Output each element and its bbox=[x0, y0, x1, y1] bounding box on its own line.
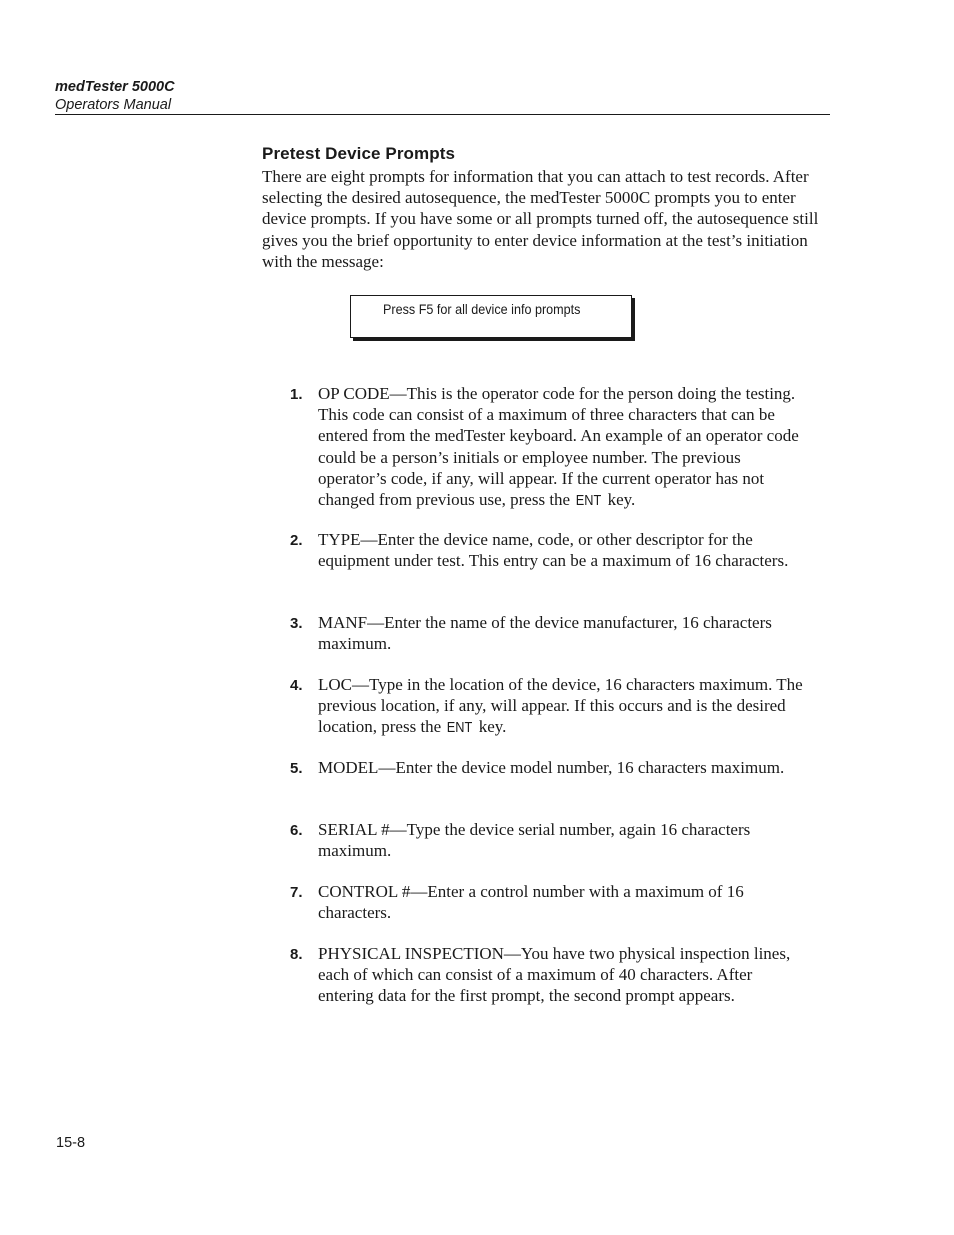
prompt-number: 3. bbox=[290, 615, 303, 632]
prompt-number: 2. bbox=[290, 532, 303, 549]
header-divider bbox=[55, 114, 830, 115]
prompt-text: PHYSICAL INSPECTION—You have two physical inspection lines, each of which can consist of a maximum of 40 characters. After entering data for the first prompt, the second prompt appears. bbox=[318, 944, 791, 1006]
running-header bbox=[55, 78, 175, 114]
prompt-text: MANF—Enter the name of the device manufacturer, 16 characters maximum. bbox=[318, 613, 772, 654]
prompt-number: 6. bbox=[290, 822, 303, 839]
prompt-suffix: key. bbox=[474, 717, 507, 737]
display-message-text: Press F5 for all device info prompts bbox=[383, 301, 581, 317]
header-manual-name: Operators Manual bbox=[55, 97, 172, 113]
section-title: Pretest Device Prompts bbox=[262, 144, 456, 163]
prompt-suffix: key. bbox=[603, 490, 636, 510]
prompt-text bbox=[318, 383, 810, 512]
prompt-text bbox=[318, 674, 810, 740]
prompt-text: MODEL—Enter the device model number, 16 characters maximum. bbox=[318, 758, 785, 777]
ent-key-label: ENT bbox=[576, 493, 602, 510]
prompt-number: 4. bbox=[290, 677, 303, 694]
prompt-number: 5. bbox=[290, 760, 303, 777]
prompt-body: OP CODE—This is the operator code for the person doing the testing. This code can consist of a maximum of three characters that can be entered from the medTester keyboard. An example of an operator code could be a person’s initials or employee number. The previous operator’s code, if any, will appear. If the current operator has not changed from previous use, press the bbox=[318, 384, 799, 510]
prompt-text: SERIAL #—Type the device serial number, again 16 characters maximum. bbox=[318, 820, 751, 861]
header-product-name: medTester 5000C bbox=[55, 79, 175, 95]
prompt-number: 8. bbox=[290, 946, 303, 963]
display-message-box bbox=[350, 295, 632, 338]
prompt-number: 7. bbox=[290, 884, 303, 901]
prompt-text: TYPE—Enter the device name, code, or other descriptor for the equipment under test. This entry can be a maximum of 16 characters. bbox=[318, 530, 789, 571]
prompt-body: LOC—Type in the location of the device, 16 characters maximum. The previous location, if any, will appear. If this occurs and is the desired location, press the bbox=[318, 675, 803, 737]
intro-paragraph: There are eight prompts for information that you can attach to test records. After selecting the desired autosequence, the medTester 5000C prompts you to enter device prompts. If you have some or all prompts turned off, the autosequence still gives you the brief opportunity to enter device information at the test’s initiation with the message: bbox=[262, 167, 819, 271]
prompt-number: 1. bbox=[290, 386, 303, 403]
page-number: 15-8 bbox=[56, 1135, 86, 1151]
prompt-text: CONTROL #—Enter a control number with a maximum of 16 characters. bbox=[318, 882, 744, 923]
ent-key-label: ENT bbox=[447, 720, 473, 737]
